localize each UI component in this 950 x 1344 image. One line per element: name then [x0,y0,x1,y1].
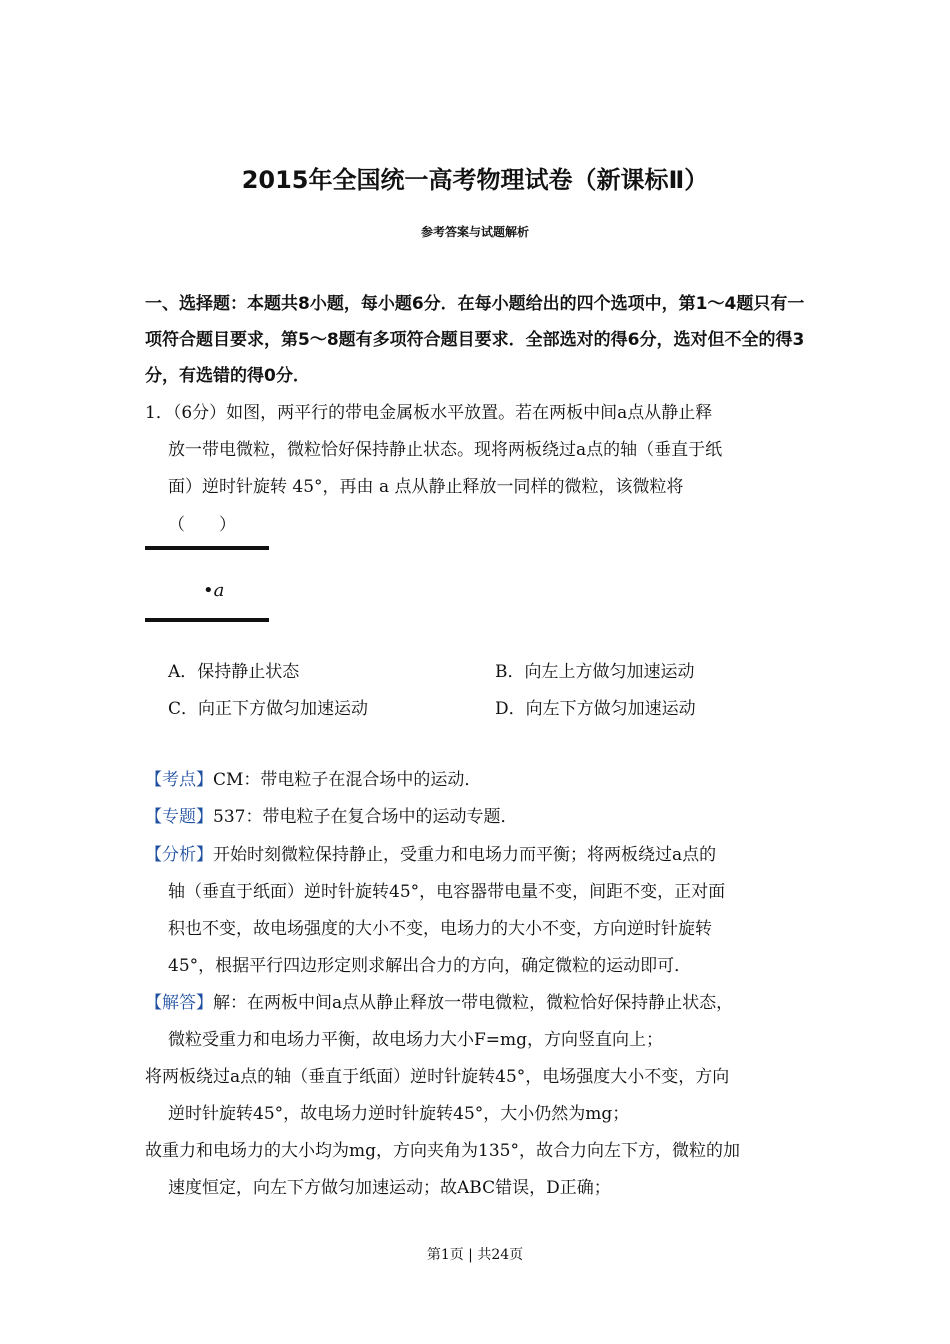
section-heading-text: 一、选择题：本题共8小题，每小题6分．在每小题给出的四个选项中，第1～4题只有一项符合题目要求，第5～8题有多项符合题目要求．全部选对的得6分，选对但不全的得3分，有选错的得0分． [145,294,805,386]
jieda-tag: 【解答】 [145,993,213,1013]
option-b: B．向左上方做匀加速运动 [495,662,695,682]
fenxi-line-4: 45°，根据平行四边形定则求解出合力的方向，确定微粒的运动即可． [168,956,692,976]
jieda-line-4: 逆时针旋转45°，故电场力逆时针旋转45°，大小仍然为mg； [168,1104,630,1124]
fenxi-line-3: 积也不变，故电场强度的大小不变，电场力的大小不变，方向逆时针旋转 [168,919,712,939]
fenxi-tag: 【分析】 [145,845,213,865]
fenxi-line-1: 开始时刻微粒保持静止，受重力和电场力而平衡；将两板绕过a点的 [213,845,717,865]
page-subtitle: 参考答案与试题解析 [420,225,529,239]
parallel-plates-diagram [145,546,273,624]
zhuanti-text: 537：带电粒子在复合场中的运动专题． [213,807,518,827]
section-heading [145,286,810,394]
option-c: C．向正下方做匀加速运动 [168,699,369,719]
kaodian-row [145,765,481,790]
fenxi-line-2: 轴（垂直于纸面）逆时针旋转45°，电容器带电量不变，间距不变，正对面 [168,882,726,902]
option-a: A．保持静止状态 [168,662,300,682]
option-d: D．向左下方做匀加速运动 [495,699,696,719]
kaodian-text: CM：带电粒子在混合场中的运动． [213,770,482,790]
jieda-line-2: 微粒受重力和电场力平衡，故电场力大小F=mg，方向竖直向上； [168,1030,664,1050]
zhuanti-row [145,802,517,827]
point-a: •a [203,580,225,601]
point-a-label: a [213,580,225,601]
jieda-line-1: 解：在两板中间a点从静止释放一带电微粒，微粒恰好保持静止状态， [213,993,734,1013]
jieda-line-5: 故重力和电场力的大小均为mg，方向夹角为135°，故合力向左下方，微粒的加 [145,1141,740,1161]
upper-plate [145,546,269,550]
lower-plate [145,618,269,622]
page-title: 2015年全国统一高考物理试卷（新课标Ⅱ） [241,166,709,194]
question-line-4: （ ） [168,515,236,535]
question-line-2: 放一带电微粒，微粒恰好保持静止状态。现将两板绕过a点的轴（垂直于纸 [168,440,723,460]
zhuanti-tag: 【专题】 [145,807,213,827]
page-footer: 第1页 | 共24页 [426,1247,524,1263]
jieda-line-6: 速度恒定，向左下方做匀加速运动；故ABC错误，D正确； [168,1178,611,1198]
jieda-line-3: 将两板绕过a点的轴（垂直于纸面）逆时针旋转45°，电场强度大小不变，方向 [145,1067,730,1087]
question-line-3: 面）逆时针旋转 45°，再由 a 点从静止释放一同样的微粒，该微粒将 [168,477,684,497]
kaodian-tag: 【考点】 [145,770,213,790]
jieda-row [145,988,733,1013]
question-line-1: 1．（6分）如图，两平行的带电金属板水平放置。若在两板中间a点从静止释 [145,403,713,423]
fenxi-row [145,840,716,865]
